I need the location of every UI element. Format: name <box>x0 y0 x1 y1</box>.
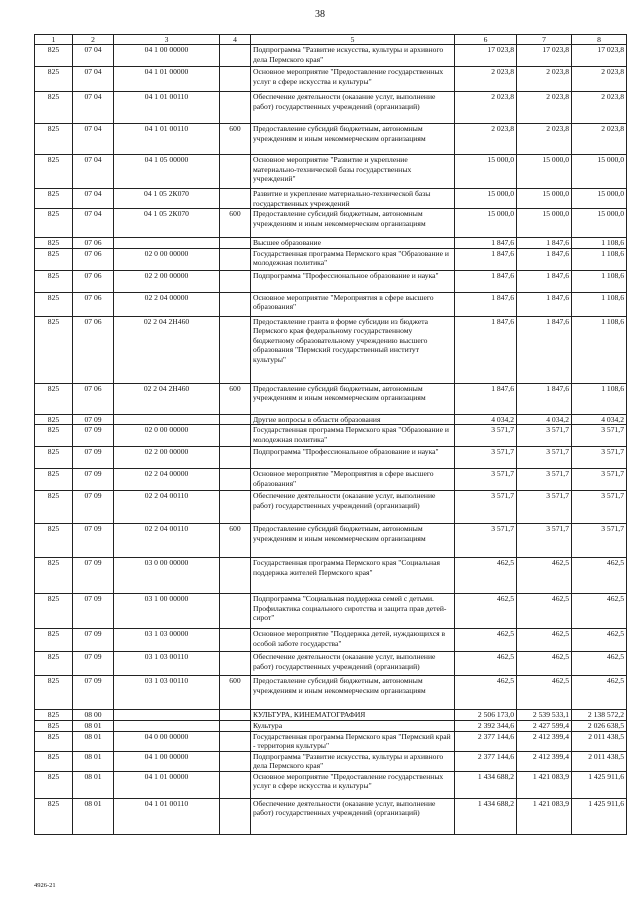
cell-target-article <box>114 238 220 249</box>
cell-amount-col8: 1 108,6 <box>572 248 627 270</box>
cell-amount-col7: 1 847,6 <box>517 383 572 414</box>
cell-section-code: 07 04 <box>73 92 114 124</box>
cell-target-article: 04 1 05 2К070 <box>114 189 220 209</box>
cell-amount-col6: 1 847,6 <box>455 270 517 292</box>
table-row <box>35 209 627 238</box>
cell-admin-code: 825 <box>35 189 73 209</box>
cell-target-article: 02 2 00 00000 <box>114 270 220 292</box>
cell-amount-col6: 2 392 344,6 <box>455 721 517 732</box>
header-cell: 4 <box>220 35 251 45</box>
cell-amount-col7: 4 034,2 <box>517 414 572 425</box>
cell-admin-code: 825 <box>35 676 73 710</box>
cell-section-code: 07 04 <box>73 209 114 238</box>
cell-section-code: 07 04 <box>73 189 114 209</box>
table-row <box>35 731 627 751</box>
cell-section-code: 08 00 <box>73 710 114 721</box>
cell-expense-type <box>220 316 251 383</box>
cell-expense-type <box>220 45 251 67</box>
page-number: 38 <box>315 9 325 20</box>
cell-section-code: 07 09 <box>73 425 114 447</box>
cell-target-article: 04 1 05 2К070 <box>114 209 220 238</box>
cell-target-article <box>114 721 220 732</box>
cell-section-code: 07 04 <box>73 67 114 92</box>
table-row <box>35 629 627 652</box>
cell-amount-col8: 462,5 <box>572 594 627 629</box>
cell-section-code: 07 09 <box>73 676 114 710</box>
cell-section-code: 07 06 <box>73 238 114 249</box>
cell-admin-code: 825 <box>35 238 73 249</box>
cell-section-code: 07 04 <box>73 124 114 155</box>
cell-admin-code: 825 <box>35 710 73 721</box>
cell-amount-col6: 1 847,6 <box>455 238 517 249</box>
cell-amount-col6: 1 434 688,2 <box>455 798 517 834</box>
cell-section-code: 07 09 <box>73 652 114 676</box>
cell-admin-code: 825 <box>35 67 73 92</box>
cell-item-name: Культура <box>251 721 455 732</box>
cell-item-name: Основное мероприятие "Мероприятия в сфере высшего образования" <box>251 469 455 491</box>
cell-admin-code: 825 <box>35 425 73 447</box>
cell-item-name: Высшее образование <box>251 238 455 249</box>
cell-amount-col8: 2 023,8 <box>572 92 627 124</box>
table-row <box>35 721 627 732</box>
cell-item-name: Другие вопросы в области образования <box>251 414 455 425</box>
cell-section-code: 07 09 <box>73 629 114 652</box>
cell-admin-code: 825 <box>35 292 73 316</box>
cell-amount-col8: 3 571,7 <box>572 491 627 524</box>
cell-expense-type <box>220 652 251 676</box>
cell-amount-col8: 462,5 <box>572 629 627 652</box>
table-row <box>35 414 627 425</box>
cell-amount-col8: 3 571,7 <box>572 469 627 491</box>
cell-amount-col7: 2 412 399,4 <box>517 751 572 771</box>
cell-amount-col6: 1 847,6 <box>455 292 517 316</box>
cell-admin-code: 825 <box>35 751 73 771</box>
cell-amount-col6: 1 434 688,2 <box>455 771 517 798</box>
cell-target-article: 02 0 00 00000 <box>114 425 220 447</box>
cell-amount-col8: 17 023,8 <box>572 45 627 67</box>
cell-amount-col8: 462,5 <box>572 676 627 710</box>
cell-amount-col7: 1 421 083,9 <box>517 798 572 834</box>
cell-admin-code: 825 <box>35 524 73 558</box>
table-row <box>35 383 627 414</box>
table-row <box>35 594 627 629</box>
cell-amount-col7: 1 847,6 <box>517 292 572 316</box>
cell-amount-col8: 15 000,0 <box>572 209 627 238</box>
cell-admin-code: 825 <box>35 155 73 189</box>
cell-amount-col6: 1 847,6 <box>455 248 517 270</box>
cell-admin-code: 825 <box>35 721 73 732</box>
footer-document-code: 4926-21 <box>34 882 56 889</box>
cell-amount-col7: 1 421 083,9 <box>517 771 572 798</box>
cell-amount-col6: 462,5 <box>455 652 517 676</box>
cell-target-article <box>114 414 220 425</box>
cell-amount-col8: 2 023,8 <box>572 67 627 92</box>
cell-amount-col7: 2 023,8 <box>517 92 572 124</box>
cell-item-name: Основное мероприятие "Развитие и укрепление материально-технической базы государственных учреждений" <box>251 155 455 189</box>
cell-section-code: 07 06 <box>73 292 114 316</box>
cell-admin-code: 825 <box>35 248 73 270</box>
cell-item-name: Обеспечение деятельности (оказание услуг, выполнение работ) государственных учреждений (организаций) <box>251 491 455 524</box>
cell-expense-type <box>220 92 251 124</box>
cell-target-article: 02 2 04 00110 <box>114 524 220 558</box>
table-row <box>35 558 627 594</box>
cell-admin-code: 825 <box>35 383 73 414</box>
table-row <box>35 316 627 383</box>
cell-amount-col6: 462,5 <box>455 676 517 710</box>
cell-section-code: 07 09 <box>73 524 114 558</box>
cell-amount-col6: 2 023,8 <box>455 67 517 92</box>
cell-amount-col8: 1 108,6 <box>572 238 627 249</box>
cell-amount-col6: 1 847,6 <box>455 383 517 414</box>
cell-amount-col8: 3 571,7 <box>572 524 627 558</box>
cell-target-article: 02 2 04 00110 <box>114 491 220 524</box>
cell-expense-type <box>220 751 251 771</box>
table-row <box>35 447 627 469</box>
cell-item-name: КУЛЬТУРА, КИНЕМАТОГРАФИЯ <box>251 710 455 721</box>
cell-admin-code: 825 <box>35 316 73 383</box>
cell-target-article: 02 2 04 2Н460 <box>114 383 220 414</box>
cell-target-article: 03 1 03 00110 <box>114 652 220 676</box>
cell-amount-col7: 1 847,6 <box>517 316 572 383</box>
header-cell: 2 <box>73 35 114 45</box>
table-row <box>35 524 627 558</box>
cell-amount-col7: 3 571,7 <box>517 425 572 447</box>
cell-amount-col6: 3 571,7 <box>455 524 517 558</box>
cell-section-code: 07 09 <box>73 491 114 524</box>
cell-amount-col8: 2 011 438,5 <box>572 731 627 751</box>
cell-item-name: Подпрограмма "Профессиональное образование и наука" <box>251 270 455 292</box>
cell-item-name: Государственная программа Пермского края "Образование и молодежная политика" <box>251 425 455 447</box>
cell-section-code: 07 09 <box>73 558 114 594</box>
cell-admin-code: 825 <box>35 92 73 124</box>
cell-amount-col7: 462,5 <box>517 629 572 652</box>
cell-expense-type <box>220 721 251 732</box>
cell-item-name: Предоставление субсидий бюджетным, автономным учреждениям и иным некоммерческим организациям <box>251 676 455 710</box>
cell-item-name: Предоставление субсидий бюджетным, автономным учреждениям и иным некоммерческим организациям <box>251 209 455 238</box>
cell-item-name: Обеспечение деятельности (оказание услуг, выполнение работ) государственных учреждений (организаций) <box>251 92 455 124</box>
cell-target-article: 03 1 00 00000 <box>114 594 220 629</box>
cell-amount-col7: 462,5 <box>517 676 572 710</box>
cell-amount-col7: 1 847,6 <box>517 270 572 292</box>
table-row <box>35 798 627 834</box>
cell-target-article: 04 0 00 00000 <box>114 731 220 751</box>
cell-admin-code: 825 <box>35 270 73 292</box>
cell-expense-type <box>220 491 251 524</box>
cell-amount-col8: 2 138 572,2 <box>572 710 627 721</box>
cell-amount-col8: 1 108,6 <box>572 383 627 414</box>
cell-target-article: 04 1 01 00110 <box>114 124 220 155</box>
header-cell: 8 <box>572 35 627 45</box>
cell-expense-type <box>220 189 251 209</box>
table-row <box>35 92 627 124</box>
table-row <box>35 155 627 189</box>
cell-amount-col6: 15 000,0 <box>455 209 517 238</box>
cell-amount-col7: 15 000,0 <box>517 209 572 238</box>
cell-amount-col8: 1 425 911,6 <box>572 771 627 798</box>
cell-expense-type <box>220 771 251 798</box>
table-row <box>35 652 627 676</box>
cell-amount-col8: 1 108,6 <box>572 292 627 316</box>
cell-expense-type <box>220 798 251 834</box>
cell-expense-type <box>220 270 251 292</box>
table-row <box>35 292 627 316</box>
cell-expense-type <box>220 155 251 189</box>
cell-amount-col7: 462,5 <box>517 558 572 594</box>
cell-amount-col7: 1 847,6 <box>517 248 572 270</box>
cell-amount-col8: 462,5 <box>572 558 627 594</box>
cell-expense-type <box>220 629 251 652</box>
cell-target-article <box>114 710 220 721</box>
cell-amount-col7: 3 571,7 <box>517 524 572 558</box>
cell-section-code: 07 04 <box>73 45 114 67</box>
cell-section-code: 08 01 <box>73 721 114 732</box>
header-cell: 5 <box>251 35 455 45</box>
header-cell: 6 <box>455 35 517 45</box>
cell-expense-type <box>220 558 251 594</box>
budget-table <box>34 34 627 835</box>
cell-item-name: Обеспечение деятельности (оказание услуг, выполнение работ) государственных учреждений (организаций) <box>251 652 455 676</box>
cell-target-article: 02 0 00 00000 <box>114 248 220 270</box>
cell-admin-code: 825 <box>35 652 73 676</box>
cell-admin-code: 825 <box>35 771 73 798</box>
cell-section-code: 07 09 <box>73 414 114 425</box>
cell-amount-col7: 2 539 533,1 <box>517 710 572 721</box>
table-row <box>35 238 627 249</box>
cell-expense-type <box>220 248 251 270</box>
cell-admin-code: 825 <box>35 558 73 594</box>
header-cell: 3 <box>114 35 220 45</box>
cell-expense-type <box>220 292 251 316</box>
table-body <box>35 45 627 835</box>
cell-item-name: Обеспечение деятельности (оказание услуг, выполнение работ) государственных учреждений (организаций) <box>251 798 455 834</box>
cell-admin-code: 825 <box>35 209 73 238</box>
cell-amount-col8: 2 011 438,5 <box>572 751 627 771</box>
cell-admin-code: 825 <box>35 45 73 67</box>
table-row <box>35 751 627 771</box>
cell-amount-col7: 1 847,6 <box>517 238 572 249</box>
cell-amount-col6: 17 023,8 <box>455 45 517 67</box>
cell-admin-code: 825 <box>35 731 73 751</box>
cell-section-code: 07 06 <box>73 270 114 292</box>
cell-expense-type: 600 <box>220 124 251 155</box>
cell-admin-code: 825 <box>35 414 73 425</box>
cell-amount-col7: 2 023,8 <box>517 124 572 155</box>
header-cell: 1 <box>35 35 73 45</box>
cell-expense-type: 600 <box>220 676 251 710</box>
table-row <box>35 491 627 524</box>
cell-expense-type <box>220 414 251 425</box>
cell-target-article: 03 1 03 00000 <box>114 629 220 652</box>
cell-item-name: Государственная программа Пермского края "Пермский край - территория культуры" <box>251 731 455 751</box>
cell-admin-code: 825 <box>35 124 73 155</box>
cell-target-article: 02 2 04 00000 <box>114 292 220 316</box>
cell-amount-col8: 4 034,2 <box>572 414 627 425</box>
cell-amount-col7: 2 427 599,4 <box>517 721 572 732</box>
cell-admin-code: 825 <box>35 469 73 491</box>
table-row <box>35 189 627 209</box>
table-row <box>35 124 627 155</box>
cell-target-article: 04 1 00 00000 <box>114 45 220 67</box>
table-row <box>35 771 627 798</box>
cell-section-code: 07 04 <box>73 155 114 189</box>
cell-amount-col8: 1 108,6 <box>572 270 627 292</box>
cell-amount-col8: 2 023,8 <box>572 124 627 155</box>
cell-item-name: Подпрограмма "Развитие искусства, культуры и архивного дела Пермского края" <box>251 751 455 771</box>
cell-item-name: Основное мероприятие "Предоставление государственных услуг в сфере искусства и культуры" <box>251 67 455 92</box>
cell-amount-col8: 3 571,7 <box>572 447 627 469</box>
cell-amount-col7: 462,5 <box>517 594 572 629</box>
cell-target-article: 04 1 01 00110 <box>114 92 220 124</box>
cell-item-name: Основное мероприятие "Мероприятия в сфере высшего образования" <box>251 292 455 316</box>
cell-admin-code: 825 <box>35 594 73 629</box>
cell-target-article: 04 1 01 00000 <box>114 67 220 92</box>
cell-admin-code: 825 <box>35 491 73 524</box>
table-row <box>35 45 627 67</box>
cell-expense-type <box>220 731 251 751</box>
cell-section-code: 07 09 <box>73 447 114 469</box>
cell-item-name: Предоставление субсидий бюджетным, автономным учреждениям и иным некоммерческим организациям <box>251 124 455 155</box>
cell-amount-col7: 2 023,8 <box>517 67 572 92</box>
cell-item-name: Государственная программа Пермского края "Социальная поддержка жителей Пермского края" <box>251 558 455 594</box>
table-row <box>35 248 627 270</box>
cell-item-name: Предоставление гранта в форме субсидии из бюджета Пермского края федеральному государственному бюджетному образовательному учреждению высшего образования "Пермский государственный институт культуры" <box>251 316 455 383</box>
cell-amount-col7: 15 000,0 <box>517 155 572 189</box>
cell-item-name: Предоставление субсидий бюджетным, автономным учреждениям и иным некоммерческим организациям <box>251 383 455 414</box>
cell-section-code: 08 01 <box>73 771 114 798</box>
cell-amount-col6: 3 571,7 <box>455 447 517 469</box>
cell-section-code: 07 09 <box>73 594 114 629</box>
cell-amount-col6: 462,5 <box>455 629 517 652</box>
cell-amount-col8: 3 571,7 <box>572 425 627 447</box>
cell-expense-type <box>220 67 251 92</box>
cell-amount-col7: 17 023,8 <box>517 45 572 67</box>
cell-amount-col7: 2 412 399,4 <box>517 731 572 751</box>
cell-amount-col8: 1 425 911,6 <box>572 798 627 834</box>
cell-target-article: 02 2 00 00000 <box>114 447 220 469</box>
cell-amount-col7: 3 571,7 <box>517 447 572 469</box>
header-row <box>35 35 627 45</box>
cell-target-article: 04 1 00 00000 <box>114 751 220 771</box>
cell-item-name: Основное мероприятие "Поддержка детей, нуждающихся в особой заботе государства" <box>251 629 455 652</box>
cell-amount-col6: 1 847,6 <box>455 316 517 383</box>
cell-section-code: 07 06 <box>73 383 114 414</box>
cell-target-article: 02 2 04 2Н460 <box>114 316 220 383</box>
table-row <box>35 469 627 491</box>
cell-section-code: 08 01 <box>73 751 114 771</box>
cell-target-article: 04 1 01 00110 <box>114 798 220 834</box>
cell-amount-col6: 3 571,7 <box>455 491 517 524</box>
cell-expense-type: 600 <box>220 524 251 558</box>
cell-amount-col7: 15 000,0 <box>517 189 572 209</box>
cell-target-article: 04 1 01 00000 <box>114 771 220 798</box>
cell-target-article: 03 0 00 00000 <box>114 558 220 594</box>
cell-amount-col6: 4 034,2 <box>455 414 517 425</box>
cell-amount-col7: 3 571,7 <box>517 491 572 524</box>
cell-section-code: 07 06 <box>73 248 114 270</box>
table-row <box>35 270 627 292</box>
cell-expense-type <box>220 238 251 249</box>
cell-amount-col6: 2 377 144,6 <box>455 731 517 751</box>
cell-expense-type <box>220 425 251 447</box>
cell-item-name: Развитие и укрепление материально-технической базы государственных учреждений <box>251 189 455 209</box>
cell-admin-code: 825 <box>35 447 73 469</box>
cell-amount-col6: 2 377 144,6 <box>455 751 517 771</box>
cell-section-code: 08 01 <box>73 731 114 751</box>
cell-item-name: Предоставление субсидий бюджетным, автономным учреждениям и иным некоммерческим организациям <box>251 524 455 558</box>
cell-target-article: 04 1 05 00000 <box>114 155 220 189</box>
table-row <box>35 710 627 721</box>
cell-amount-col8: 15 000,0 <box>572 155 627 189</box>
table-row <box>35 67 627 92</box>
cell-expense-type <box>220 469 251 491</box>
table-row <box>35 676 627 710</box>
cell-amount-col6: 2 023,8 <box>455 124 517 155</box>
cell-amount-col6: 15 000,0 <box>455 155 517 189</box>
cell-section-code: 07 06 <box>73 316 114 383</box>
cell-item-name: Основное мероприятие "Предоставление государственных услуг в сфере искусства и культуры" <box>251 771 455 798</box>
cell-amount-col7: 3 571,7 <box>517 469 572 491</box>
header-cell: 7 <box>517 35 572 45</box>
cell-amount-col6: 462,5 <box>455 558 517 594</box>
cell-amount-col6: 3 571,7 <box>455 469 517 491</box>
cell-item-name: Подпрограмма "Социальная поддержка семей с детьми. Профилактика социального сиротства и защита прав детей-сирот" <box>251 594 455 629</box>
cell-amount-col8: 2 026 638,5 <box>572 721 627 732</box>
cell-amount-col6: 2 506 173,0 <box>455 710 517 721</box>
cell-admin-code: 825 <box>35 798 73 834</box>
cell-item-name: Государственная программа Пермского края "Образование и молодежная политика" <box>251 248 455 270</box>
cell-amount-col6: 15 000,0 <box>455 189 517 209</box>
cell-amount-col8: 15 000,0 <box>572 189 627 209</box>
cell-amount-col8: 462,5 <box>572 652 627 676</box>
cell-item-name: Подпрограмма "Профессиональное образование и наука" <box>251 447 455 469</box>
table-row <box>35 425 627 447</box>
cell-section-code: 08 01 <box>73 798 114 834</box>
cell-section-code: 07 09 <box>73 469 114 491</box>
cell-target-article: 03 1 03 00110 <box>114 676 220 710</box>
cell-target-article: 02 2 04 00000 <box>114 469 220 491</box>
cell-amount-col6: 3 571,7 <box>455 425 517 447</box>
cell-item-name: Подпрограмма "Развитие искусства, культуры и архивного дела Пермского края" <box>251 45 455 67</box>
cell-expense-type <box>220 447 251 469</box>
cell-expense-type: 600 <box>220 209 251 238</box>
cell-amount-col8: 1 108,6 <box>572 316 627 383</box>
cell-amount-col6: 2 023,8 <box>455 92 517 124</box>
cell-expense-type <box>220 594 251 629</box>
cell-amount-col7: 462,5 <box>517 652 572 676</box>
cell-expense-type: 600 <box>220 383 251 414</box>
cell-expense-type <box>220 710 251 721</box>
cell-admin-code: 825 <box>35 629 73 652</box>
cell-amount-col6: 462,5 <box>455 594 517 629</box>
